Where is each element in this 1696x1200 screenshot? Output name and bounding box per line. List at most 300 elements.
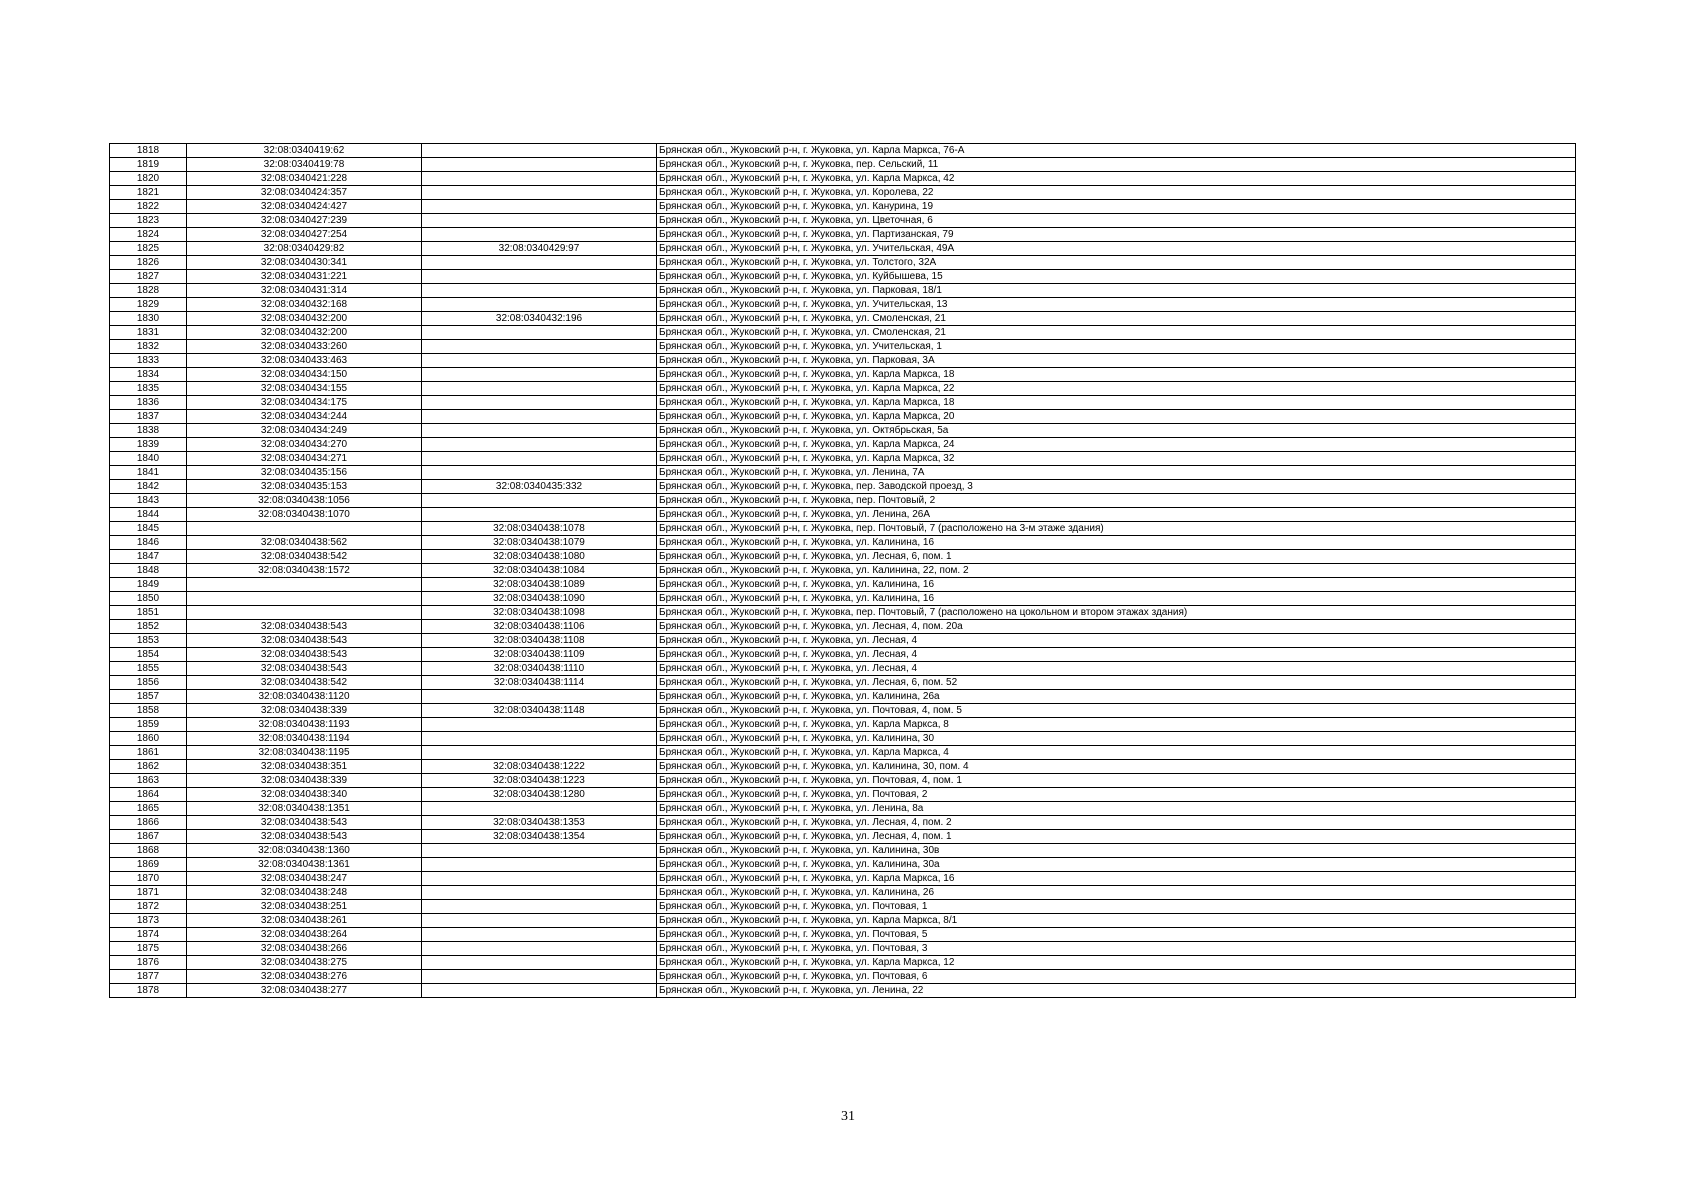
related-cadastral-number-cell <box>422 186 657 200</box>
row-number-cell: 1849 <box>110 578 187 592</box>
table-row <box>110 480 1576 494</box>
cadastral-number-cell: 32:08:0340438:543 <box>187 816 422 830</box>
row-number-cell: 1873 <box>110 914 187 928</box>
table-row <box>110 634 1576 648</box>
related-cadastral-number-cell: 32:08:0340438:1106 <box>422 620 657 634</box>
table-row <box>110 676 1576 690</box>
row-number-cell: 1858 <box>110 704 187 718</box>
row-number-cell: 1837 <box>110 410 187 424</box>
related-cadastral-number-cell: 32:08:0340438:1078 <box>422 522 657 536</box>
table-row <box>110 508 1576 522</box>
address-cell: Брянская обл., Жуковский р-н, г. Жуковка, ул. Канурина, 19 <box>657 200 1576 214</box>
cadastral-number-cell: 32:08:0340438:1194 <box>187 732 422 746</box>
cadastral-number-cell: 32:08:0340433:463 <box>187 354 422 368</box>
related-cadastral-number-cell: 32:08:0340435:332 <box>422 480 657 494</box>
related-cadastral-number-cell: 32:08:0340438:1080 <box>422 550 657 564</box>
table-row <box>110 942 1576 956</box>
row-number-cell: 1857 <box>110 690 187 704</box>
related-cadastral-number-cell: 32:08:0340438:1148 <box>422 704 657 718</box>
cadastral-number-cell: 32:08:0340438:543 <box>187 634 422 648</box>
cadastral-number-cell <box>187 522 422 536</box>
cadastral-number-cell <box>187 606 422 620</box>
cadastral-number-cell: 32:08:0340438:340 <box>187 788 422 802</box>
table-row <box>110 578 1576 592</box>
row-number-cell: 1848 <box>110 564 187 578</box>
table-row <box>110 284 1576 298</box>
cadastral-number-cell: 32:08:0340438:543 <box>187 620 422 634</box>
property-register-table <box>109 143 1576 998</box>
row-number-cell: 1839 <box>110 438 187 452</box>
row-number-cell: 1846 <box>110 536 187 550</box>
row-number-cell: 1878 <box>110 984 187 998</box>
address-cell: Брянская обл., Жуковский р-н, г. Жуковка, ул. Почтовая, 4, пом. 1 <box>657 774 1576 788</box>
cadastral-number-cell: 32:08:0340434:155 <box>187 382 422 396</box>
address-cell: Брянская обл., Жуковский р-н, г. Жуковка, ул. Карла Маркса, 76-А <box>657 144 1576 158</box>
address-cell: Брянская обл., Жуковский р-н, г. Жуковка, ул. Октябрьская, 5а <box>657 424 1576 438</box>
cadastral-number-cell: 32:08:0340438:251 <box>187 900 422 914</box>
address-cell: Брянская обл., Жуковский р-н, г. Жуковка, ул. Ленина, 8а <box>657 802 1576 816</box>
related-cadastral-number-cell: 32:08:0340438:1109 <box>422 648 657 662</box>
row-number-cell: 1821 <box>110 186 187 200</box>
related-cadastral-number-cell <box>422 354 657 368</box>
table-row <box>110 928 1576 942</box>
cadastral-number-cell: 32:08:0340427:239 <box>187 214 422 228</box>
row-number-cell: 1819 <box>110 158 187 172</box>
table-row <box>110 774 1576 788</box>
cadastral-number-cell: 32:08:0340424:357 <box>187 186 422 200</box>
table-row <box>110 298 1576 312</box>
related-cadastral-number-cell <box>422 872 657 886</box>
address-cell: Брянская обл., Жуковский р-н, г. Жуковка, ул. Лесная, 4 <box>657 662 1576 676</box>
row-number-cell: 1868 <box>110 844 187 858</box>
table-row <box>110 816 1576 830</box>
address-cell: Брянская обл., Жуковский р-н, г. Жуковка, ул. Калинина, 30в <box>657 844 1576 858</box>
related-cadastral-number-cell <box>422 858 657 872</box>
table-row <box>110 718 1576 732</box>
row-number-cell: 1828 <box>110 284 187 298</box>
row-number-cell: 1867 <box>110 830 187 844</box>
row-number-cell: 1832 <box>110 340 187 354</box>
row-number-cell: 1847 <box>110 550 187 564</box>
table-row <box>110 620 1576 634</box>
row-number-cell: 1859 <box>110 718 187 732</box>
cadastral-number-cell: 32:08:0340438:277 <box>187 984 422 998</box>
cadastral-number-cell: 32:08:0340432:200 <box>187 326 422 340</box>
address-cell: Брянская обл., Жуковский р-н, г. Жуковка, пер. Почтовый, 2 <box>657 494 1576 508</box>
related-cadastral-number-cell: 32:08:0340438:1280 <box>422 788 657 802</box>
row-number-cell: 1871 <box>110 886 187 900</box>
related-cadastral-number-cell <box>422 214 657 228</box>
address-cell: Брянская обл., Жуковский р-н, г. Жуковка, ул. Лесная, 6, пом. 52 <box>657 676 1576 690</box>
address-cell: Брянская обл., Жуковский р-н, г. Жуковка, ул. Калинина, 16 <box>657 536 1576 550</box>
related-cadastral-number-cell <box>422 718 657 732</box>
address-cell: Брянская обл., Жуковский р-н, г. Жуковка, ул. Парковая, 3А <box>657 354 1576 368</box>
cadastral-number-cell: 32:08:0340438:543 <box>187 648 422 662</box>
address-cell: Брянская обл., Жуковский р-н, г. Жуковка, ул. Лесная, 4, пом. 20а <box>657 620 1576 634</box>
row-number-cell: 1850 <box>110 592 187 606</box>
table-row <box>110 242 1576 256</box>
table-row <box>110 354 1576 368</box>
related-cadastral-number-cell <box>422 200 657 214</box>
related-cadastral-number-cell <box>422 438 657 452</box>
related-cadastral-number-cell <box>422 144 657 158</box>
row-number-cell: 1843 <box>110 494 187 508</box>
cadastral-number-cell: 32:08:0340431:221 <box>187 270 422 284</box>
related-cadastral-number-cell: 32:08:0340438:1114 <box>422 676 657 690</box>
address-cell: Брянская обл., Жуковский р-н, г. Жуковка, пер. Почтовый, 7 (расположено на цокольном и втором этажах здания) <box>657 606 1576 620</box>
table-row <box>110 760 1576 774</box>
table-row <box>110 172 1576 186</box>
cadastral-number-cell: 32:08:0340438:1351 <box>187 802 422 816</box>
table-body <box>110 144 1576 998</box>
row-number-cell: 1844 <box>110 508 187 522</box>
table-row <box>110 788 1576 802</box>
cadastral-number-cell: 32:08:0340438:275 <box>187 956 422 970</box>
cadastral-number-cell: 32:08:0340424:427 <box>187 200 422 214</box>
related-cadastral-number-cell <box>422 396 657 410</box>
related-cadastral-number-cell <box>422 984 657 998</box>
row-number-cell: 1870 <box>110 872 187 886</box>
cadastral-number-cell: 32:08:0340434:150 <box>187 368 422 382</box>
table-row <box>110 984 1576 998</box>
row-number-cell: 1856 <box>110 676 187 690</box>
related-cadastral-number-cell: 32:08:0340438:1090 <box>422 592 657 606</box>
table-row <box>110 144 1576 158</box>
row-number-cell: 1824 <box>110 228 187 242</box>
table-row <box>110 704 1576 718</box>
cadastral-number-cell: 32:08:0340438:562 <box>187 536 422 550</box>
cadastral-number-cell: 32:08:0340434:175 <box>187 396 422 410</box>
table-row <box>110 830 1576 844</box>
cadastral-number-cell: 32:08:0340438:1193 <box>187 718 422 732</box>
row-number-cell: 1862 <box>110 760 187 774</box>
address-cell: Брянская обл., Жуковский р-н, г. Жуковка, ул. Парковая, 18/1 <box>657 284 1576 298</box>
row-number-cell: 1872 <box>110 900 187 914</box>
address-cell: Брянская обл., Жуковский р-н, г. Жуковка, ул. Калинина, 22, пом. 2 <box>657 564 1576 578</box>
row-number-cell: 1822 <box>110 200 187 214</box>
cadastral-number-cell: 32:08:0340438:1572 <box>187 564 422 578</box>
cadastral-number-cell: 32:08:0340438:351 <box>187 760 422 774</box>
related-cadastral-number-cell <box>422 382 657 396</box>
related-cadastral-number-cell: 32:08:0340429:97 <box>422 242 657 256</box>
address-cell: Брянская обл., Жуковский р-н, г. Жуковка, ул. Куйбышева, 15 <box>657 270 1576 284</box>
row-number-cell: 1834 <box>110 368 187 382</box>
cadastral-number-cell: 32:08:0340433:260 <box>187 340 422 354</box>
cadastral-number-cell: 32:08:0340438:276 <box>187 970 422 984</box>
related-cadastral-number-cell <box>422 844 657 858</box>
row-number-cell: 1836 <box>110 396 187 410</box>
table-row <box>110 214 1576 228</box>
table-row <box>110 382 1576 396</box>
related-cadastral-number-cell <box>422 494 657 508</box>
address-cell: Брянская обл., Жуковский р-н, г. Жуковка, ул. Почтовая, 4, пом. 5 <box>657 704 1576 718</box>
table-row <box>110 368 1576 382</box>
row-number-cell: 1826 <box>110 256 187 270</box>
cadastral-number-cell: 32:08:0340438:248 <box>187 886 422 900</box>
address-cell: Брянская обл., Жуковский р-н, г. Жуковка, ул. Цветочная, 6 <box>657 214 1576 228</box>
table-row <box>110 732 1576 746</box>
row-number-cell: 1841 <box>110 466 187 480</box>
address-cell: Брянская обл., Жуковский р-н, г. Жуковка, ул. Учительская, 49А <box>657 242 1576 256</box>
cadastral-number-cell: 32:08:0340438:247 <box>187 872 422 886</box>
related-cadastral-number-cell <box>422 928 657 942</box>
related-cadastral-number-cell <box>422 298 657 312</box>
address-cell: Брянская обл., Жуковский р-н, г. Жуковка, ул. Калинина, 26а <box>657 690 1576 704</box>
cadastral-number-cell: 32:08:0340434:271 <box>187 452 422 466</box>
address-cell: Брянская обл., Жуковский р-н, г. Жуковка, ул. Почтовая, 5 <box>657 928 1576 942</box>
cadastral-number-cell: 32:08:0340434:249 <box>187 424 422 438</box>
address-cell: Брянская обл., Жуковский р-н, г. Жуковка, ул. Толстого, 32А <box>657 256 1576 270</box>
table-row <box>110 648 1576 662</box>
row-number-cell: 1874 <box>110 928 187 942</box>
cadastral-number-cell: 32:08:0340432:168 <box>187 298 422 312</box>
related-cadastral-number-cell <box>422 732 657 746</box>
address-cell: Брянская обл., Жуковский р-н, г. Жуковка, ул. Смоленская, 21 <box>657 312 1576 326</box>
address-cell: Брянская обл., Жуковский р-н, г. Жуковка, ул. Карла Маркса, 12 <box>657 956 1576 970</box>
row-number-cell: 1875 <box>110 942 187 956</box>
table-row <box>110 494 1576 508</box>
cadastral-number-cell: 32:08:0340419:78 <box>187 158 422 172</box>
cadastral-number-cell <box>187 578 422 592</box>
cadastral-number-cell: 32:08:0340431:314 <box>187 284 422 298</box>
table-row <box>110 522 1576 536</box>
related-cadastral-number-cell: 32:08:0340438:1110 <box>422 662 657 676</box>
row-number-cell: 1876 <box>110 956 187 970</box>
page-number: 31 <box>841 1109 855 1124</box>
related-cadastral-number-cell: 32:08:0340438:1223 <box>422 774 657 788</box>
cadastral-number-cell: 32:08:0340429:82 <box>187 242 422 256</box>
cadastral-number-cell: 32:08:0340438:543 <box>187 662 422 676</box>
address-cell: Брянская обл., Жуковский р-н, г. Жуковка, ул. Лесная, 4 <box>657 648 1576 662</box>
table-row <box>110 970 1576 984</box>
address-cell: Брянская обл., Жуковский р-н, г. Жуковка, ул. Карла Маркса, 8 <box>657 718 1576 732</box>
address-cell: Брянская обл., Жуковский р-н, г. Жуковка, ул. Партизанская, 79 <box>657 228 1576 242</box>
address-cell: Брянская обл., Жуковский р-н, г. Жуковка, ул. Учительская, 1 <box>657 340 1576 354</box>
related-cadastral-number-cell <box>422 270 657 284</box>
row-number-cell: 1820 <box>110 172 187 186</box>
address-cell: Брянская обл., Жуковский р-н, г. Жуковка, ул. Почтовая, 3 <box>657 942 1576 956</box>
related-cadastral-number-cell <box>422 900 657 914</box>
address-cell: Брянская обл., Жуковский р-н, г. Жуковка, ул. Калинина, 30а <box>657 858 1576 872</box>
related-cadastral-number-cell: 32:08:0340438:1084 <box>422 564 657 578</box>
row-number-cell: 1827 <box>110 270 187 284</box>
table-row <box>110 550 1576 564</box>
cadastral-number-cell: 32:08:0340438:1120 <box>187 690 422 704</box>
row-number-cell: 1830 <box>110 312 187 326</box>
address-cell: Брянская обл., Жуковский р-н, г. Жуковка, ул. Смоленская, 21 <box>657 326 1576 340</box>
cadastral-number-cell: 32:08:0340427:254 <box>187 228 422 242</box>
address-cell: Брянская обл., Жуковский р-н, г. Жуковка, ул. Карла Маркса, 24 <box>657 438 1576 452</box>
table-row <box>110 802 1576 816</box>
related-cadastral-number-cell <box>422 942 657 956</box>
table-row <box>110 326 1576 340</box>
table-row <box>110 844 1576 858</box>
table-row <box>110 690 1576 704</box>
address-cell: Брянская обл., Жуковский р-н, г. Жуковка, ул. Карла Маркса, 16 <box>657 872 1576 886</box>
address-cell: Брянская обл., Жуковский р-н, г. Жуковка, ул. Лесная, 4, пом. 2 <box>657 816 1576 830</box>
table-row <box>110 886 1576 900</box>
related-cadastral-number-cell: 32:08:0340438:1108 <box>422 634 657 648</box>
row-number-cell: 1864 <box>110 788 187 802</box>
table-row <box>110 228 1576 242</box>
row-number-cell: 1842 <box>110 480 187 494</box>
related-cadastral-number-cell <box>422 802 657 816</box>
row-number-cell: 1853 <box>110 634 187 648</box>
table-row <box>110 396 1576 410</box>
related-cadastral-number-cell: 32:08:0340432:196 <box>422 312 657 326</box>
address-cell: Брянская обл., Жуковский р-н, г. Жуковка, ул. Карла Маркса, 22 <box>657 382 1576 396</box>
table-row <box>110 466 1576 480</box>
address-cell: Брянская обл., Жуковский р-н, г. Жуковка, ул. Калинина, 30 <box>657 732 1576 746</box>
table-row <box>110 438 1576 452</box>
cadastral-number-cell: 32:08:0340438:1056 <box>187 494 422 508</box>
table-row <box>110 186 1576 200</box>
cadastral-number-cell: 32:08:0340438:339 <box>187 774 422 788</box>
cadastral-number-cell: 32:08:0340438:1070 <box>187 508 422 522</box>
cadastral-number-cell: 32:08:0340438:543 <box>187 830 422 844</box>
row-number-cell: 1860 <box>110 732 187 746</box>
row-number-cell: 1855 <box>110 662 187 676</box>
address-cell: Брянская обл., Жуковский р-н, г. Жуковка, ул. Ленина, 26А <box>657 508 1576 522</box>
table-row <box>110 410 1576 424</box>
related-cadastral-number-cell <box>422 256 657 270</box>
related-cadastral-number-cell <box>422 970 657 984</box>
address-cell: Брянская обл., Жуковский р-н, г. Жуковка, ул. Карла Маркса, 42 <box>657 172 1576 186</box>
related-cadastral-number-cell <box>422 508 657 522</box>
cadastral-number-cell: 32:08:0340438:542 <box>187 550 422 564</box>
address-cell: Брянская обл., Жуковский р-н, г. Жуковка, ул. Почтовая, 2 <box>657 788 1576 802</box>
related-cadastral-number-cell <box>422 228 657 242</box>
cadastral-number-cell <box>187 592 422 606</box>
cadastral-number-cell: 32:08:0340435:153 <box>187 480 422 494</box>
address-cell: Брянская обл., Жуковский р-н, г. Жуковка, ул. Калинина, 16 <box>657 592 1576 606</box>
cadastral-number-cell: 32:08:0340438:261 <box>187 914 422 928</box>
row-number-cell: 1831 <box>110 326 187 340</box>
table-row <box>110 900 1576 914</box>
related-cadastral-number-cell <box>422 956 657 970</box>
related-cadastral-number-cell: 32:08:0340438:1079 <box>422 536 657 550</box>
table-row <box>110 536 1576 550</box>
address-cell: Брянская обл., Жуковский р-н, г. Жуковка, ул. Карла Маркса, 8/1 <box>657 914 1576 928</box>
cadastral-number-cell: 32:08:0340438:1195 <box>187 746 422 760</box>
address-cell: Брянская обл., Жуковский р-н, г. Жуковка, ул. Почтовая, 1 <box>657 900 1576 914</box>
address-cell: Брянская обл., Жуковский р-н, г. Жуковка, ул. Карла Маркса, 20 <box>657 410 1576 424</box>
address-cell: Брянская обл., Жуковский р-н, г. Жуковка, ул. Лесная, 4 <box>657 634 1576 648</box>
table-row <box>110 914 1576 928</box>
address-cell: Брянская обл., Жуковский р-н, г. Жуковка, ул. Ленина, 7А <box>657 466 1576 480</box>
table-row <box>110 746 1576 760</box>
table-row <box>110 872 1576 886</box>
address-cell: Брянская обл., Жуковский р-н, г. Жуковка, ул. Карла Маркса, 18 <box>657 396 1576 410</box>
related-cadastral-number-cell <box>422 172 657 186</box>
table-row <box>110 340 1576 354</box>
row-number-cell: 1861 <box>110 746 187 760</box>
address-cell: Брянская обл., Жуковский р-н, г. Жуковка, ул. Почтовая, 6 <box>657 970 1576 984</box>
address-cell: Брянская обл., Жуковский р-н, г. Жуковка, ул. Карла Маркса, 4 <box>657 746 1576 760</box>
address-cell: Брянская обл., Жуковский р-н, г. Жуковка, ул. Учительская, 13 <box>657 298 1576 312</box>
address-cell: Брянская обл., Жуковский р-н, г. Жуковка, ул. Лесная, 4, пом. 1 <box>657 830 1576 844</box>
related-cadastral-number-cell <box>422 410 657 424</box>
related-cadastral-number-cell <box>422 466 657 480</box>
address-cell: Брянская обл., Жуковский р-н, г. Жуковка, ул. Калинина, 26 <box>657 886 1576 900</box>
cadastral-number-cell: 32:08:0340432:200 <box>187 312 422 326</box>
table-row <box>110 200 1576 214</box>
cadastral-number-cell: 32:08:0340434:244 <box>187 410 422 424</box>
cadastral-number-cell: 32:08:0340419:62 <box>187 144 422 158</box>
related-cadastral-number-cell <box>422 452 657 466</box>
row-number-cell: 1869 <box>110 858 187 872</box>
table-row <box>110 256 1576 270</box>
address-cell: Брянская обл., Жуковский р-н, г. Жуковка, ул. Карла Маркса, 32 <box>657 452 1576 466</box>
row-number-cell: 1818 <box>110 144 187 158</box>
row-number-cell: 1825 <box>110 242 187 256</box>
table-row <box>110 312 1576 326</box>
table-row <box>110 270 1576 284</box>
related-cadastral-number-cell: 32:08:0340438:1089 <box>422 578 657 592</box>
address-cell: Брянская обл., Жуковский р-н, г. Жуковка, ул. Ленина, 22 <box>657 984 1576 998</box>
row-number-cell: 1851 <box>110 606 187 620</box>
row-number-cell: 1829 <box>110 298 187 312</box>
table-row <box>110 662 1576 676</box>
row-number-cell: 1852 <box>110 620 187 634</box>
related-cadastral-number-cell: 32:08:0340438:1098 <box>422 606 657 620</box>
cadastral-number-cell: 32:08:0340435:156 <box>187 466 422 480</box>
cadastral-number-cell: 32:08:0340438:339 <box>187 704 422 718</box>
related-cadastral-number-cell <box>422 326 657 340</box>
related-cadastral-number-cell <box>422 284 657 298</box>
address-cell: Брянская обл., Жуковский р-н, г. Жуковка, ул. Карла Маркса, 18 <box>657 368 1576 382</box>
cadastral-number-cell: 32:08:0340434:270 <box>187 438 422 452</box>
address-cell: Брянская обл., Жуковский р-н, г. Жуковка, ул. Королева, 22 <box>657 186 1576 200</box>
cadastral-number-cell: 32:08:0340438:266 <box>187 942 422 956</box>
related-cadastral-number-cell: 32:08:0340438:1222 <box>422 760 657 774</box>
address-cell: Брянская обл., Жуковский р-н, г. Жуковка, ул. Калинина, 30, пом. 4 <box>657 760 1576 774</box>
table-row <box>110 452 1576 466</box>
row-number-cell: 1865 <box>110 802 187 816</box>
related-cadastral-number-cell: 32:08:0340438:1353 <box>422 816 657 830</box>
cadastral-number-cell: 32:08:0340438:1361 <box>187 858 422 872</box>
address-cell: Брянская обл., Жуковский р-н, г. Жуковка, ул. Калинина, 16 <box>657 578 1576 592</box>
table-row <box>110 158 1576 172</box>
table-row <box>110 606 1576 620</box>
cadastral-number-cell: 32:08:0340438:264 <box>187 928 422 942</box>
row-number-cell: 1854 <box>110 648 187 662</box>
related-cadastral-number-cell <box>422 368 657 382</box>
address-cell: Брянская обл., Жуковский р-н, г. Жуковка, пер. Сельский, 11 <box>657 158 1576 172</box>
related-cadastral-number-cell <box>422 746 657 760</box>
related-cadastral-number-cell <box>422 886 657 900</box>
table-row <box>110 564 1576 578</box>
cadastral-number-cell: 32:08:0340430:341 <box>187 256 422 270</box>
cadastral-number-cell: 32:08:0340438:1360 <box>187 844 422 858</box>
row-number-cell: 1845 <box>110 522 187 536</box>
row-number-cell: 1838 <box>110 424 187 438</box>
cadastral-number-cell: 32:08:0340421:228 <box>187 172 422 186</box>
table-row <box>110 956 1576 970</box>
row-number-cell: 1835 <box>110 382 187 396</box>
row-number-cell: 1877 <box>110 970 187 984</box>
related-cadastral-number-cell <box>422 424 657 438</box>
table-row <box>110 424 1576 438</box>
address-cell: Брянская обл., Жуковский р-н, г. Жуковка, пер. Заводской проезд, 3 <box>657 480 1576 494</box>
table-row <box>110 592 1576 606</box>
related-cadastral-number-cell <box>422 690 657 704</box>
row-number-cell: 1833 <box>110 354 187 368</box>
row-number-cell: 1840 <box>110 452 187 466</box>
related-cadastral-number-cell <box>422 914 657 928</box>
related-cadastral-number-cell: 32:08:0340438:1354 <box>422 830 657 844</box>
table-row <box>110 858 1576 872</box>
